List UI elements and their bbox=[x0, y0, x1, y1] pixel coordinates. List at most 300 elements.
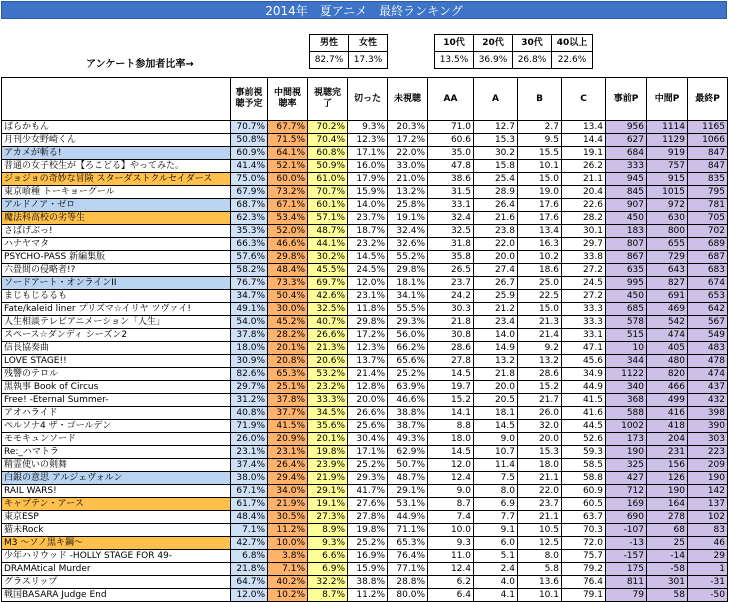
cell-completed: 35.6% bbox=[308, 420, 348, 433]
cell-mid-points: 827 bbox=[647, 277, 688, 290]
table-row bbox=[2, 264, 728, 277]
cell-aa: 9.3 bbox=[428, 537, 474, 550]
table-row bbox=[2, 303, 728, 316]
table-row bbox=[2, 355, 728, 368]
cell-b: 26.0 bbox=[518, 407, 562, 420]
cell-c: 13.4 bbox=[562, 121, 606, 134]
anime-title: 信長協奏曲 bbox=[2, 342, 231, 355]
cell-completed: 23.2% bbox=[308, 381, 348, 394]
cell-final-points: -50 bbox=[688, 589, 728, 602]
cell-mid-points: 416 bbox=[647, 407, 688, 420]
cell-pre-watch: 50.8% bbox=[231, 134, 268, 147]
anime-title: Fate/kaleid liner プリズマ☆イリヤ ツヴァイ! bbox=[2, 303, 231, 316]
cell-aa: 6.2 bbox=[428, 576, 474, 589]
cell-dropped: 17.9% bbox=[348, 173, 388, 186]
cell-mid-points: 58 bbox=[647, 589, 688, 602]
cell-final-points: 303 bbox=[688, 433, 728, 446]
anime-title: 普通の女子校生が【ろこどる】やってみた。 bbox=[2, 160, 231, 173]
ranking-table bbox=[1, 77, 728, 602]
cell-final-points: 687 bbox=[688, 251, 728, 264]
cell-b: 15.0 bbox=[518, 173, 562, 186]
cell-c: 76.4 bbox=[562, 576, 606, 589]
cell-b: 5.8 bbox=[518, 563, 562, 576]
cell-a: 26.7 bbox=[474, 277, 518, 290]
cell-mid-points: 190 bbox=[647, 485, 688, 498]
table-row bbox=[2, 212, 728, 225]
cell-completed: 50.9% bbox=[308, 160, 348, 173]
cell-completed: 70.4% bbox=[308, 134, 348, 147]
cell-c: 33.8 bbox=[562, 251, 606, 264]
cell-unwatched: 34.1% bbox=[388, 290, 428, 303]
cell-a: 25.9 bbox=[474, 290, 518, 303]
cell-mid-points: 757 bbox=[647, 160, 688, 173]
cell-completed: 29.1% bbox=[308, 485, 348, 498]
age-header-40plus: 40以上 bbox=[552, 35, 593, 52]
cell-a: 20.0 bbox=[474, 381, 518, 394]
cell-unwatched: 53.1% bbox=[388, 498, 428, 511]
cell-unwatched: 44.9% bbox=[388, 511, 428, 524]
cell-mid-points: 542 bbox=[647, 316, 688, 329]
table-row bbox=[2, 147, 728, 160]
cell-unwatched: 25.2% bbox=[388, 368, 428, 381]
cell-final-points: 642 bbox=[688, 303, 728, 316]
cell-a: 4.1 bbox=[474, 589, 518, 602]
cell-c: 26.2 bbox=[562, 160, 606, 173]
cell-completed: 19.8% bbox=[308, 446, 348, 459]
anime-title: 戦国BASARA Judge End bbox=[2, 589, 231, 602]
cell-a: 23.8 bbox=[474, 225, 518, 238]
cell-pre-points: 344 bbox=[606, 355, 647, 368]
anime-title: スペース☆ダンディ シーズン2 bbox=[2, 329, 231, 342]
cell-dropped: 11.2% bbox=[348, 589, 388, 602]
cell-final-points: 102 bbox=[688, 511, 728, 524]
column-header-unwatched: 未視聴 bbox=[388, 78, 428, 121]
column-header-a: A bbox=[474, 78, 518, 121]
cell-pre-watch: 21.8% bbox=[231, 563, 268, 576]
cell-completed: 32.2% bbox=[308, 576, 348, 589]
cell-a: 27.4 bbox=[474, 264, 518, 277]
cell-pre-watch: 68.7% bbox=[231, 199, 268, 212]
cell-final-points: 705 bbox=[688, 212, 728, 225]
cell-mid-rate: 28.2% bbox=[268, 329, 308, 342]
cell-b: 25.0 bbox=[518, 277, 562, 290]
cell-pre-points: 867 bbox=[606, 251, 647, 264]
cell-mid-rate: 50.4% bbox=[268, 290, 308, 303]
cell-final-points: 142 bbox=[688, 485, 728, 498]
cell-dropped: 29.3% bbox=[348, 472, 388, 485]
cell-mid-rate: 7.1% bbox=[268, 563, 308, 576]
column-header-completed: 視聴完了 bbox=[308, 78, 348, 121]
cell-mid-points: 655 bbox=[647, 238, 688, 251]
cell-mid-points: 643 bbox=[647, 264, 688, 277]
cell-pre-points: 811 bbox=[606, 576, 647, 589]
cell-b: 13.6 bbox=[518, 576, 562, 589]
cell-mid-rate: 23.1% bbox=[268, 446, 308, 459]
cell-pre-watch: 37.4% bbox=[231, 459, 268, 472]
anime-title: ばらかもん bbox=[2, 121, 231, 134]
cell-pre-watch: 62.3% bbox=[231, 212, 268, 225]
anime-title: ソードアート・オンラインII bbox=[2, 277, 231, 290]
anime-title: アオハライド bbox=[2, 407, 231, 420]
column-header-mid-rate: 中間視聴率 bbox=[268, 78, 308, 121]
cell-b: 10.2 bbox=[518, 251, 562, 264]
cell-dropped: 20.0% bbox=[348, 394, 388, 407]
cell-b: 8.0 bbox=[518, 550, 562, 563]
cell-aa: 30.3 bbox=[428, 303, 474, 316]
cell-pre-points: 690 bbox=[606, 511, 647, 524]
cell-final-points: 1 bbox=[688, 563, 728, 576]
cell-dropped: 25.6% bbox=[348, 420, 388, 433]
cell-dropped: 21.4% bbox=[348, 368, 388, 381]
cell-pre-points: 1002 bbox=[606, 420, 647, 433]
cell-aa: 24.2 bbox=[428, 290, 474, 303]
cell-dropped: 27.6% bbox=[348, 498, 388, 511]
cell-a: 18.1 bbox=[474, 407, 518, 420]
cell-pre-watch: 75.0% bbox=[231, 173, 268, 186]
cell-dropped: 24.5% bbox=[348, 264, 388, 277]
cell-c: 27.2 bbox=[562, 264, 606, 277]
cell-dropped: 23.7% bbox=[348, 212, 388, 225]
table-row bbox=[2, 329, 728, 342]
cell-a: 4.0 bbox=[474, 576, 518, 589]
cell-unwatched: 66.2% bbox=[388, 342, 428, 355]
cell-aa: 6.4 bbox=[428, 589, 474, 602]
cell-mid-points: 1015 bbox=[647, 186, 688, 199]
cell-unwatched: 29.3% bbox=[388, 316, 428, 329]
column-header-mid-points: 中間P bbox=[647, 78, 688, 121]
cell-pre-watch: 67.9% bbox=[231, 186, 268, 199]
cell-completed: 21.9% bbox=[308, 472, 348, 485]
cell-unwatched: 38.7% bbox=[388, 420, 428, 433]
cell-a: 14.5 bbox=[474, 420, 518, 433]
column-header-aa: AA bbox=[428, 78, 474, 121]
cell-mid-points: 405 bbox=[647, 342, 688, 355]
cell-mid-rate: 29.8% bbox=[268, 251, 308, 264]
cell-b: 15.3 bbox=[518, 446, 562, 459]
cell-completed: 61.0% bbox=[308, 173, 348, 186]
cell-c: 33.3 bbox=[562, 303, 606, 316]
column-header-final-points: 最終P bbox=[688, 78, 728, 121]
age-ratio-table bbox=[434, 34, 593, 69]
cell-aa: 15.2 bbox=[428, 394, 474, 407]
table-row bbox=[2, 498, 728, 511]
cell-pre-points: 627 bbox=[606, 134, 647, 147]
cell-mid-points: -58 bbox=[647, 563, 688, 576]
cell-pre-watch: 34.7% bbox=[231, 290, 268, 303]
cell-aa: 28.6 bbox=[428, 342, 474, 355]
cell-unwatched: 38.8% bbox=[388, 407, 428, 420]
cell-a: 21.6 bbox=[474, 212, 518, 225]
anime-title: PSYCHO-PASS 新編集版 bbox=[2, 251, 231, 264]
cell-pre-watch: 35.3% bbox=[231, 225, 268, 238]
cell-b: 13.4 bbox=[518, 225, 562, 238]
cell-pre-points: 1122 bbox=[606, 368, 647, 381]
cell-c: 33.3 bbox=[562, 316, 606, 329]
cell-c: 14.4 bbox=[562, 134, 606, 147]
cell-mid-rate: 37.7% bbox=[268, 407, 308, 420]
cell-completed: 23.9% bbox=[308, 459, 348, 472]
cell-final-points: 398 bbox=[688, 407, 728, 420]
cell-aa: 60.6 bbox=[428, 134, 474, 147]
cell-aa: 12.4 bbox=[428, 472, 474, 485]
cell-pre-watch: 71.9% bbox=[231, 420, 268, 433]
cell-c: 70.3 bbox=[562, 524, 606, 537]
cell-completed: 60.1% bbox=[308, 199, 348, 212]
cell-pre-watch: 57.6% bbox=[231, 251, 268, 264]
cell-c: 59.3 bbox=[562, 446, 606, 459]
cell-unwatched: 18.1% bbox=[388, 277, 428, 290]
cell-unwatched: 46.6% bbox=[388, 394, 428, 407]
cell-c: 33.1 bbox=[562, 329, 606, 342]
cell-a: 20.5 bbox=[474, 394, 518, 407]
anime-title: 少年ハリウッド -HOLLY STAGE FOR 49- bbox=[2, 550, 231, 563]
cell-dropped: 16.0% bbox=[348, 160, 388, 173]
gender-ratio-table bbox=[309, 34, 388, 69]
cell-pre-points: 807 bbox=[606, 238, 647, 251]
cell-dropped: 23.1% bbox=[348, 290, 388, 303]
column-header-b: B bbox=[518, 78, 562, 121]
cell-mid-rate: 20.1% bbox=[268, 342, 308, 355]
cell-pre-points: 79 bbox=[606, 589, 647, 602]
cell-mid-rate: 10.2% bbox=[268, 589, 308, 602]
anime-title: Free! -Eternal Summer- bbox=[2, 394, 231, 407]
cell-completed: 26.6% bbox=[308, 329, 348, 342]
cell-a: 13.2 bbox=[474, 355, 518, 368]
cell-pre-points: 685 bbox=[606, 303, 647, 316]
cell-completed: 20.1% bbox=[308, 433, 348, 446]
anime-title: Re:_ハマトラ bbox=[2, 446, 231, 459]
cell-a: 23.4 bbox=[474, 316, 518, 329]
table-row bbox=[2, 459, 728, 472]
anime-title: 黒執事 Book of Circus bbox=[2, 381, 231, 394]
cell-unwatched: 13.2% bbox=[388, 186, 428, 199]
cell-c: 44.9 bbox=[562, 381, 606, 394]
cell-pre-watch: 66.3% bbox=[231, 238, 268, 251]
table-row bbox=[2, 277, 728, 290]
cell-b: 9.5 bbox=[518, 134, 562, 147]
cell-mid-rate: 41.5% bbox=[268, 420, 308, 433]
cell-mid-rate: 20.8% bbox=[268, 355, 308, 368]
cell-pre-points: -157 bbox=[606, 550, 647, 563]
cell-completed: 44.1% bbox=[308, 238, 348, 251]
cell-mid-rate: 11.2% bbox=[268, 524, 308, 537]
cell-c: 58.5 bbox=[562, 459, 606, 472]
age-header-20s: 20代 bbox=[474, 35, 513, 52]
cell-pre-points: 845 bbox=[606, 186, 647, 199]
table-row bbox=[2, 160, 728, 173]
cell-aa: 14.1 bbox=[428, 407, 474, 420]
cell-dropped: 25.2% bbox=[348, 459, 388, 472]
cell-unwatched: 25.8% bbox=[388, 199, 428, 212]
survey-label: アンケート参加者比率→ bbox=[86, 59, 194, 70]
age-value-20s: 36.9% bbox=[474, 52, 513, 69]
cell-b: 15.5 bbox=[518, 147, 562, 160]
cell-b: 2.7 bbox=[518, 121, 562, 134]
cell-unwatched: 21.0% bbox=[388, 173, 428, 186]
anime-title: モモキュンソード bbox=[2, 433, 231, 446]
cell-final-points: 223 bbox=[688, 446, 728, 459]
cell-b: 22.0 bbox=[518, 485, 562, 498]
cell-pre-points: 333 bbox=[606, 160, 647, 173]
cell-pre-watch: 26.0% bbox=[231, 433, 268, 446]
cell-mid-points: 972 bbox=[647, 199, 688, 212]
table-row bbox=[2, 121, 728, 134]
cell-unwatched: 19.1% bbox=[388, 212, 428, 225]
table-row bbox=[2, 407, 728, 420]
cell-dropped: 15.9% bbox=[348, 186, 388, 199]
cell-b: 23.7 bbox=[518, 498, 562, 511]
cell-pre-points: 712 bbox=[606, 485, 647, 498]
cell-mid-rate: 67.1% bbox=[268, 199, 308, 212]
cell-b: 20.0 bbox=[518, 433, 562, 446]
cell-final-points: 683 bbox=[688, 264, 728, 277]
table-row bbox=[2, 563, 728, 576]
cell-a: 26.4 bbox=[474, 199, 518, 212]
cell-dropped: 15.9% bbox=[348, 563, 388, 576]
age-header-30s: 30代 bbox=[513, 35, 552, 52]
cell-unwatched: 65.3% bbox=[388, 537, 428, 550]
cell-c: 22.6 bbox=[562, 199, 606, 212]
cell-unwatched: 50.7% bbox=[388, 459, 428, 472]
cell-pre-points: 907 bbox=[606, 199, 647, 212]
cell-c: 47.1 bbox=[562, 342, 606, 355]
cell-completed: 45.5% bbox=[308, 264, 348, 277]
gender-header-female: 女性 bbox=[349, 35, 388, 52]
anime-title: アルドノア・ゼロ bbox=[2, 199, 231, 212]
cell-pre-watch: 41.4% bbox=[231, 160, 268, 173]
cell-final-points: 847 bbox=[688, 160, 728, 173]
cell-pre-watch: 12.0% bbox=[231, 589, 268, 602]
anime-title: DRAMAtical Murder bbox=[2, 563, 231, 576]
cell-aa: 23.7 bbox=[428, 277, 474, 290]
cell-b: 17.6 bbox=[518, 199, 562, 212]
cell-b: 17.6 bbox=[518, 212, 562, 225]
cell-pre-points: 635 bbox=[606, 264, 647, 277]
cell-completed: 48.7% bbox=[308, 225, 348, 238]
cell-dropped: 38.8% bbox=[348, 576, 388, 589]
cell-c: 34.9 bbox=[562, 368, 606, 381]
cell-b: 10.1 bbox=[518, 589, 562, 602]
cell-final-points: 689 bbox=[688, 238, 728, 251]
anime-title: ハナヤマタ bbox=[2, 238, 231, 251]
cell-pre-watch: 40.8% bbox=[231, 407, 268, 420]
cell-a: 28.9 bbox=[474, 186, 518, 199]
cell-a: 6.0 bbox=[474, 537, 518, 550]
cell-final-points: 478 bbox=[688, 355, 728, 368]
cell-a: 2.4 bbox=[474, 563, 518, 576]
cell-mid-points: 418 bbox=[647, 420, 688, 433]
cell-mid-points: 231 bbox=[647, 446, 688, 459]
cell-unwatched: 32.4% bbox=[388, 225, 428, 238]
anime-title: M3 ～ソノ黒キ鋼～ bbox=[2, 537, 231, 550]
cell-completed: 19.1% bbox=[308, 498, 348, 511]
cell-b: 12.5 bbox=[518, 537, 562, 550]
cell-a: 25.4 bbox=[474, 173, 518, 186]
cell-pre-watch: 48.4% bbox=[231, 511, 268, 524]
cell-mid-rate: 25.1% bbox=[268, 381, 308, 394]
cell-pre-points: 684 bbox=[606, 147, 647, 160]
table-body bbox=[2, 121, 728, 602]
cell-completed: 53.2% bbox=[308, 368, 348, 381]
cell-pre-watch: 7.1% bbox=[231, 524, 268, 537]
cell-completed: 30.2% bbox=[308, 251, 348, 264]
cell-b: 15.2 bbox=[518, 381, 562, 394]
cell-final-points: 653 bbox=[688, 290, 728, 303]
cell-final-points: 567 bbox=[688, 316, 728, 329]
cell-dropped: 16.9% bbox=[348, 550, 388, 563]
anime-title: 魔法科高校の劣等生 bbox=[2, 212, 231, 225]
cell-c: 45.6 bbox=[562, 355, 606, 368]
cell-mid-rate: 52.0% bbox=[268, 225, 308, 238]
cell-c: 27.2 bbox=[562, 290, 606, 303]
cell-final-points: 549 bbox=[688, 329, 728, 342]
gender-header-male: 男性 bbox=[310, 35, 349, 52]
cell-unwatched: 22.0% bbox=[388, 147, 428, 160]
cell-pre-points: 169 bbox=[606, 498, 647, 511]
cell-completed: 8.9% bbox=[308, 524, 348, 537]
cell-dropped: 30.4% bbox=[348, 433, 388, 446]
column-header-c: C bbox=[562, 78, 606, 121]
cell-pre-points: -13 bbox=[606, 537, 647, 550]
cell-completed: 57.1% bbox=[308, 212, 348, 225]
cell-dropped: 11.8% bbox=[348, 303, 388, 316]
cell-pre-points: 578 bbox=[606, 316, 647, 329]
cell-pre-watch: 58.2% bbox=[231, 264, 268, 277]
cell-dropped: 13.7% bbox=[348, 355, 388, 368]
cell-mid-rate: 67.7% bbox=[268, 121, 308, 134]
cell-b: 28.6 bbox=[518, 368, 562, 381]
cell-pre-watch: 38.0% bbox=[231, 472, 268, 485]
cell-pre-points: 450 bbox=[606, 290, 647, 303]
cell-b: 16.3 bbox=[518, 238, 562, 251]
cell-c: 60.5 bbox=[562, 498, 606, 511]
cell-mid-points: 480 bbox=[647, 355, 688, 368]
cell-completed: 20.6% bbox=[308, 355, 348, 368]
cell-mid-points: 25 bbox=[647, 537, 688, 550]
cell-mid-points: 1129 bbox=[647, 134, 688, 147]
table-row bbox=[2, 342, 728, 355]
cell-pre-points: 325 bbox=[606, 459, 647, 472]
cell-a: 8.0 bbox=[474, 485, 518, 498]
cell-pre-watch: 42.7% bbox=[231, 537, 268, 550]
anime-title: キャプテン・アース bbox=[2, 498, 231, 511]
cell-aa: 31.8 bbox=[428, 238, 474, 251]
cell-final-points: 29 bbox=[688, 550, 728, 563]
cell-mid-points: 164 bbox=[647, 498, 688, 511]
cell-c: 58.8 bbox=[562, 472, 606, 485]
cell-mid-points: 204 bbox=[647, 433, 688, 446]
cell-pre-points: 427 bbox=[606, 472, 647, 485]
cell-a: 21.2 bbox=[474, 303, 518, 316]
cell-pre-points: 368 bbox=[606, 394, 647, 407]
cell-unwatched: 28.8% bbox=[388, 576, 428, 589]
anime-title: 残響のテロル bbox=[2, 368, 231, 381]
cell-dropped: 18.7% bbox=[348, 225, 388, 238]
cell-aa: 31.5 bbox=[428, 186, 474, 199]
cell-final-points: 209 bbox=[688, 459, 728, 472]
cell-unwatched: 71.1% bbox=[388, 524, 428, 537]
cell-pre-watch: 70.7% bbox=[231, 121, 268, 134]
cell-final-points: 474 bbox=[688, 368, 728, 381]
cell-aa: 7.4 bbox=[428, 511, 474, 524]
table-row bbox=[2, 134, 728, 147]
table-row bbox=[2, 251, 728, 264]
cell-mid-rate: 30.0% bbox=[268, 303, 308, 316]
cell-final-points: 137 bbox=[688, 498, 728, 511]
cell-pre-watch: 64.7% bbox=[231, 576, 268, 589]
cell-a: 22.0 bbox=[474, 238, 518, 251]
cell-mid-rate: 20.9% bbox=[268, 433, 308, 446]
